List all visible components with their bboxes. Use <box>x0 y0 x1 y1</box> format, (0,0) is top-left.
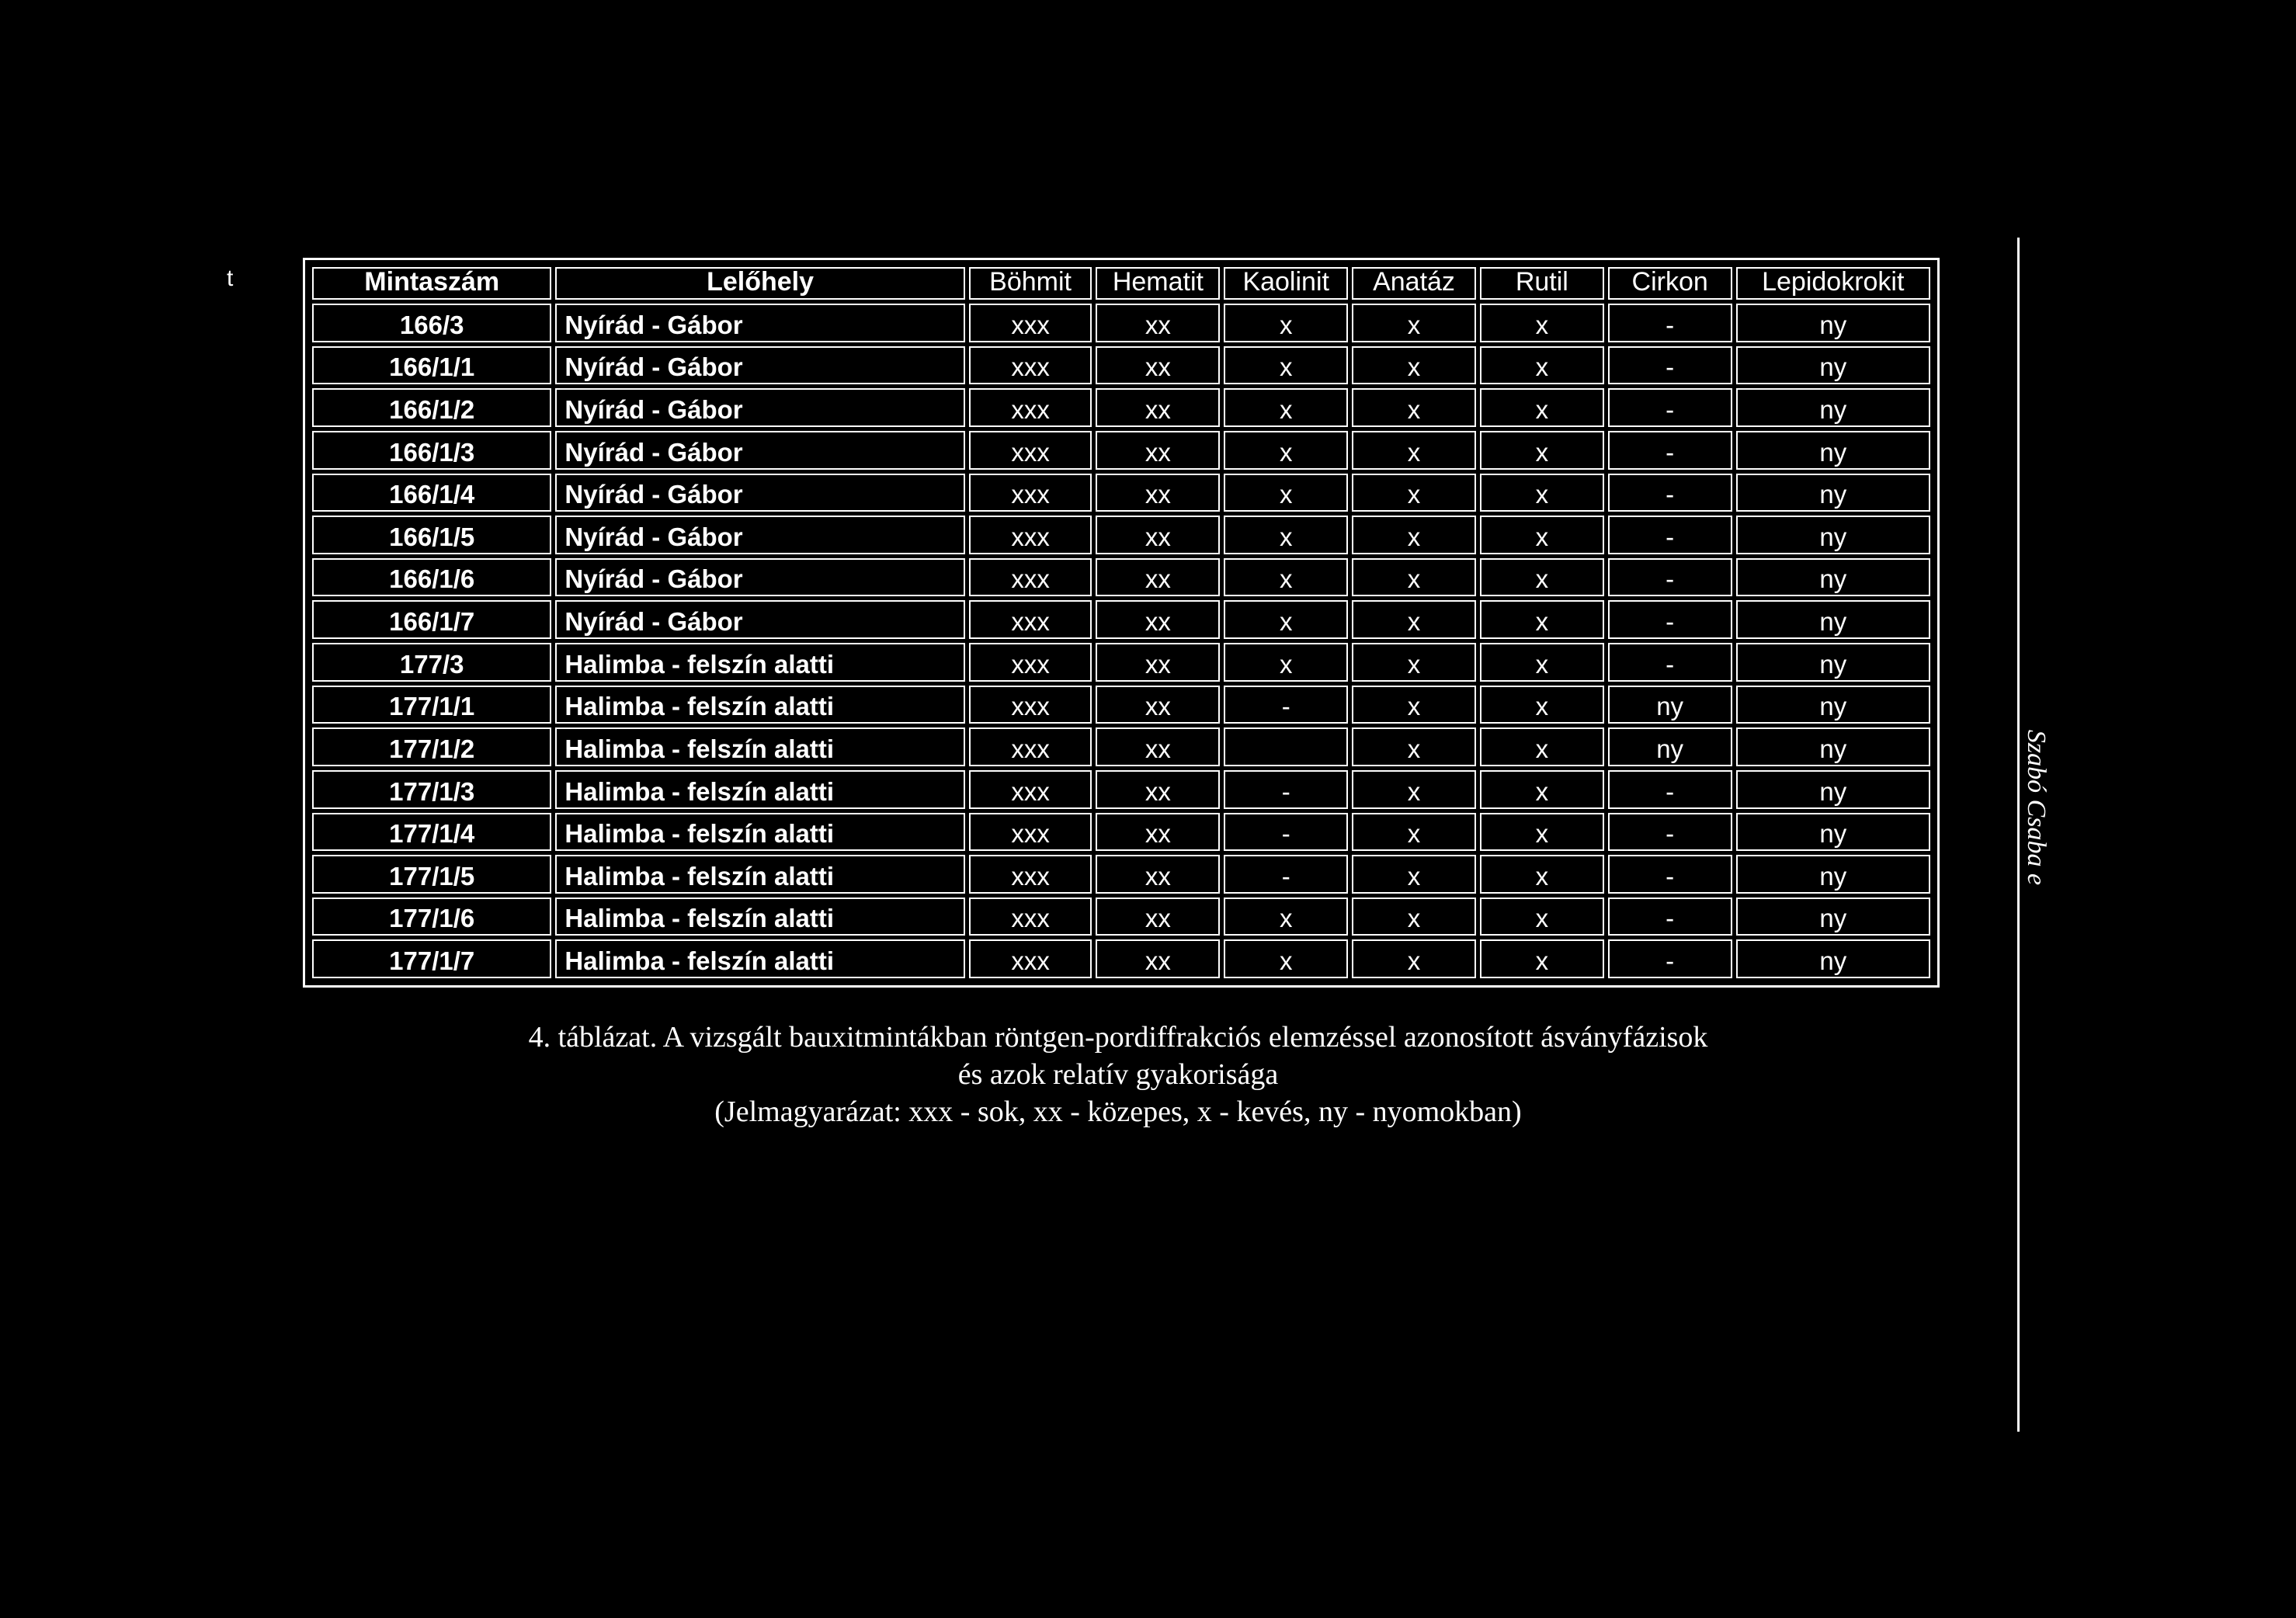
cell-rutile: x <box>1480 558 1604 597</box>
cell-zircon: - <box>1608 813 1732 852</box>
cell-sample-id: 177/1/2 <box>312 727 551 766</box>
cell-lepidocrocite: ny <box>1736 898 1930 936</box>
cell-anatase: x <box>1352 600 1476 639</box>
table-row <box>312 855 1930 894</box>
cell-location: Halimba - felszín alatti <box>555 939 964 978</box>
cell-anatase: x <box>1352 474 1476 512</box>
cell-rutile: x <box>1480 813 1604 852</box>
cell-zircon: - <box>1608 431 1732 470</box>
cell-hematite: xx <box>1096 813 1220 852</box>
cell-kaolinite: x <box>1224 304 1348 342</box>
cell-hematite: xx <box>1096 558 1220 597</box>
cell-hematite: xx <box>1096 770 1220 809</box>
cell-anatase: x <box>1352 558 1476 597</box>
cell-lepidocrocite: ny <box>1736 558 1930 597</box>
cell-rutile: x <box>1480 346 1604 385</box>
cell-sample-id: 166/1/3 <box>312 431 551 470</box>
cell-boehmite: xxx <box>969 855 1092 894</box>
cell-anatase: x <box>1352 388 1476 427</box>
cell-lepidocrocite: ny <box>1736 813 1930 852</box>
cell-location: Nyírád - Gábor <box>555 388 964 427</box>
cell-anatase: x <box>1352 898 1476 936</box>
cell-kaolinite <box>1224 727 1348 766</box>
margin-divider <box>2017 238 2020 1432</box>
cell-sample-id: 166/1/2 <box>312 388 551 427</box>
table-row <box>312 600 1930 639</box>
cell-hematite: xx <box>1096 600 1220 639</box>
cell-anatase: x <box>1352 770 1476 809</box>
table-row <box>312 346 1930 385</box>
mineral-phase-table <box>308 263 1934 982</box>
header-rutile: Rutil <box>1480 267 1604 300</box>
cell-lepidocrocite: ny <box>1736 474 1930 512</box>
cell-rutile: x <box>1480 727 1604 766</box>
cell-zircon: ny <box>1608 686 1732 724</box>
page-corner-mark: t <box>227 266 234 291</box>
cell-kaolinite: x <box>1224 939 1348 978</box>
cell-location: Halimba - felszín alatti <box>555 855 964 894</box>
table-row <box>312 431 1930 470</box>
cell-zircon: - <box>1608 558 1732 597</box>
cell-lepidocrocite: ny <box>1736 643 1930 682</box>
cell-kaolinite: - <box>1224 813 1348 852</box>
cell-zircon: - <box>1608 898 1732 936</box>
table-row <box>312 643 1930 682</box>
cell-kaolinite: x <box>1224 388 1348 427</box>
cell-zircon: ny <box>1608 727 1732 766</box>
cell-anatase: x <box>1352 346 1476 385</box>
cell-boehmite: xxx <box>969 686 1092 724</box>
cell-location: Nyírád - Gábor <box>555 431 964 470</box>
cell-rutile: x <box>1480 474 1604 512</box>
cell-sample-id: 166/1/6 <box>312 558 551 597</box>
cell-lepidocrocite: ny <box>1736 388 1930 427</box>
cell-location: Halimba - felszín alatti <box>555 770 964 809</box>
table-row <box>312 558 1930 597</box>
cell-sample-id: 177/1/4 <box>312 813 551 852</box>
cell-location: Nyírád - Gábor <box>555 474 964 512</box>
cell-sample-id: 166/1/1 <box>312 346 551 385</box>
cell-boehmite: xxx <box>969 770 1092 809</box>
cell-lepidocrocite: ny <box>1736 939 1930 978</box>
mineral-table-frame <box>303 258 1940 988</box>
cell-anatase: x <box>1352 855 1476 894</box>
caption-line-3: (Jelmagyarázat: xxx - sok, xx - közepes, x - kevés, ny - nyomokban) <box>714 1095 1522 1128</box>
cell-anatase: x <box>1352 431 1476 470</box>
cell-rutile: x <box>1480 770 1604 809</box>
cell-hematite: xx <box>1096 939 1220 978</box>
cell-boehmite: xxx <box>969 431 1092 470</box>
header-boehmite: Böhmit <box>969 267 1092 300</box>
cell-hematite: xx <box>1096 388 1220 427</box>
cell-hematite: xx <box>1096 431 1220 470</box>
cell-zircon: - <box>1608 346 1732 385</box>
cell-kaolinite: x <box>1224 474 1348 512</box>
table-row <box>312 727 1930 766</box>
cell-anatase: x <box>1352 304 1476 342</box>
header-location: Lelőhely <box>555 267 964 300</box>
cell-hematite: xx <box>1096 516 1220 554</box>
cell-boehmite: xxx <box>969 643 1092 682</box>
cell-hematite: xx <box>1096 898 1220 936</box>
cell-lepidocrocite: ny <box>1736 600 1930 639</box>
cell-hematite: xx <box>1096 855 1220 894</box>
cell-anatase: x <box>1352 727 1476 766</box>
cell-rutile: x <box>1480 388 1604 427</box>
cell-kaolinite: x <box>1224 558 1348 597</box>
cell-zircon: - <box>1608 855 1732 894</box>
caption-line-2: és azok relatív gyakorisága <box>957 1058 1279 1091</box>
cell-boehmite: xxx <box>969 304 1092 342</box>
table-body <box>312 304 1930 978</box>
cell-lepidocrocite: ny <box>1736 431 1930 470</box>
cell-rutile: x <box>1480 643 1604 682</box>
cell-lepidocrocite: ny <box>1736 770 1930 809</box>
cell-sample-id: 166/3 <box>312 304 551 342</box>
cell-location: Nyírád - Gábor <box>555 516 964 554</box>
table-row <box>312 939 1930 978</box>
cell-location: Halimba - felszín alatti <box>555 727 964 766</box>
cell-location: Nyírád - Gábor <box>555 558 964 597</box>
header-anatase: Anatáz <box>1352 267 1476 300</box>
cell-location: Halimba - felszín alatti <box>555 686 964 724</box>
cell-lepidocrocite: ny <box>1736 727 1930 766</box>
cell-lepidocrocite: ny <box>1736 346 1930 385</box>
cell-location: Nyírád - Gábor <box>555 304 964 342</box>
table-row <box>312 388 1930 427</box>
cell-hematite: xx <box>1096 346 1220 385</box>
cell-anatase: x <box>1352 939 1476 978</box>
cell-boehmite: xxx <box>969 939 1092 978</box>
cell-sample-id: 166/1/4 <box>312 474 551 512</box>
cell-boehmite: xxx <box>969 813 1092 852</box>
cell-boehmite: xxx <box>969 600 1092 639</box>
cell-boehmite: xxx <box>969 516 1092 554</box>
cell-boehmite: xxx <box>969 898 1092 936</box>
cell-zircon: - <box>1608 939 1732 978</box>
cell-sample-id: 166/1/5 <box>312 516 551 554</box>
cell-rutile: x <box>1480 431 1604 470</box>
header-lepidocrocite: Lepidokrokit <box>1736 267 1930 300</box>
side-running-head: Szabó Csaba e <box>2022 729 2051 886</box>
cell-kaolinite: x <box>1224 346 1348 385</box>
cell-sample-id: 177/1/6 <box>312 898 551 936</box>
cell-boehmite: xxx <box>969 558 1092 597</box>
cell-sample-id: 177/1/1 <box>312 686 551 724</box>
cell-sample-id: 177/1/3 <box>312 770 551 809</box>
cell-rutile: x <box>1480 855 1604 894</box>
cell-kaolinite: x <box>1224 516 1348 554</box>
cell-rutile: x <box>1480 600 1604 639</box>
header-zircon: Cirkon <box>1608 267 1732 300</box>
cell-sample-id: 177/3 <box>312 643 551 682</box>
cell-zircon: - <box>1608 474 1732 512</box>
table-row <box>312 474 1930 512</box>
cell-boehmite: xxx <box>969 474 1092 512</box>
cell-boehmite: xxx <box>969 388 1092 427</box>
cell-sample-id: 177/1/7 <box>312 939 551 978</box>
header-sample-id: Mintaszám <box>312 267 551 300</box>
table-row <box>312 770 1930 809</box>
cell-kaolinite: - <box>1224 686 1348 724</box>
cell-hematite: xx <box>1096 304 1220 342</box>
cell-zircon: - <box>1608 304 1732 342</box>
table-header-row <box>312 267 1930 300</box>
cell-zircon: - <box>1608 770 1732 809</box>
header-kaolinite: Kaolinit <box>1224 267 1348 300</box>
cell-zircon: - <box>1608 516 1732 554</box>
cell-rutile: x <box>1480 898 1604 936</box>
table-row <box>312 686 1930 724</box>
cell-location: Halimba - felszín alatti <box>555 813 964 852</box>
cell-kaolinite: x <box>1224 643 1348 682</box>
cell-location: Halimba - felszín alatti <box>555 643 964 682</box>
cell-rutile: x <box>1480 939 1604 978</box>
cell-lepidocrocite: ny <box>1736 855 1930 894</box>
cell-kaolinite: x <box>1224 431 1348 470</box>
cell-kaolinite: x <box>1224 600 1348 639</box>
table-row <box>312 813 1930 852</box>
cell-hematite: xx <box>1096 474 1220 512</box>
cell-anatase: x <box>1352 516 1476 554</box>
table-row <box>312 516 1930 554</box>
caption-line-1: 4. táblázat. A vizsgált bauxitmintákban röntgen-pordiffrakciós elemzéssel azonosított ásványfázisok <box>528 1021 1708 1054</box>
cell-anatase: x <box>1352 813 1476 852</box>
cell-hematite: xx <box>1096 643 1220 682</box>
cell-boehmite: xxx <box>969 727 1092 766</box>
table-row <box>312 898 1930 936</box>
cell-location: Halimba - felszín alatti <box>555 898 964 936</box>
cell-lepidocrocite: ny <box>1736 686 1930 724</box>
table-caption <box>435 1019 1801 1130</box>
cell-kaolinite: - <box>1224 770 1348 809</box>
cell-lepidocrocite: ny <box>1736 516 1930 554</box>
cell-location: Nyírád - Gábor <box>555 346 964 385</box>
cell-boehmite: xxx <box>969 346 1092 385</box>
cell-kaolinite: x <box>1224 898 1348 936</box>
cell-kaolinite: - <box>1224 855 1348 894</box>
cell-zircon: - <box>1608 600 1732 639</box>
cell-location: Nyírád - Gábor <box>555 600 964 639</box>
cell-zircon: - <box>1608 388 1732 427</box>
cell-hematite: xx <box>1096 686 1220 724</box>
cell-lepidocrocite: ny <box>1736 304 1930 342</box>
cell-rutile: x <box>1480 516 1604 554</box>
cell-rutile: x <box>1480 304 1604 342</box>
header-hematite: Hematit <box>1096 267 1220 300</box>
cell-anatase: x <box>1352 686 1476 724</box>
cell-zircon: - <box>1608 643 1732 682</box>
cell-sample-id: 166/1/7 <box>312 600 551 639</box>
cell-rutile: x <box>1480 686 1604 724</box>
cell-anatase: x <box>1352 643 1476 682</box>
table-row <box>312 304 1930 342</box>
cell-hematite: xx <box>1096 727 1220 766</box>
cell-sample-id: 177/1/5 <box>312 855 551 894</box>
